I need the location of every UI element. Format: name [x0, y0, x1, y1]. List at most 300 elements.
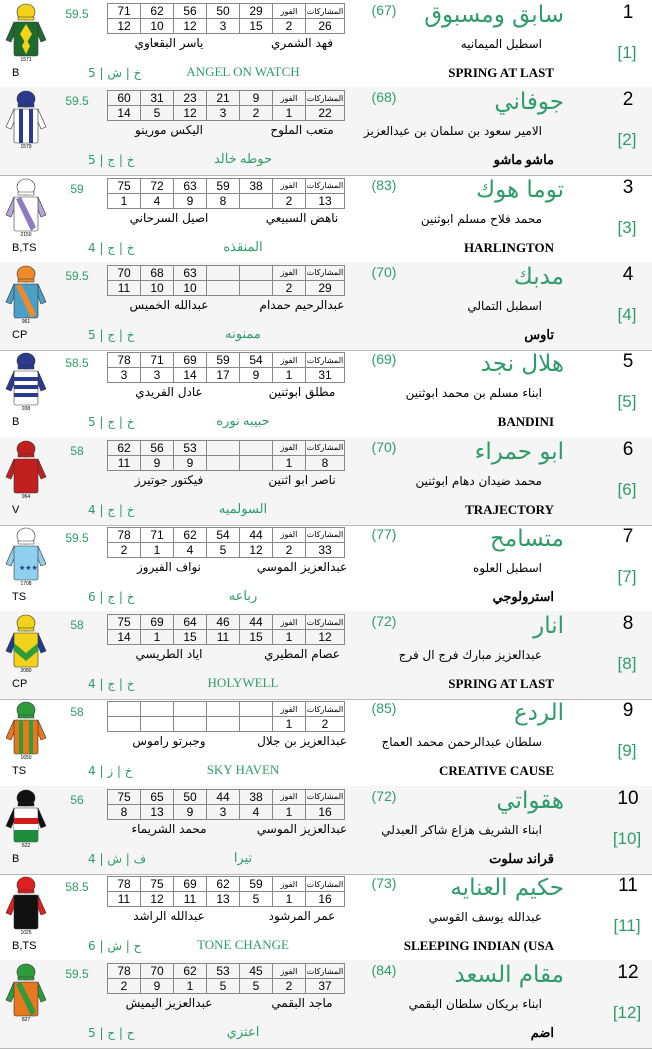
mark-cell: [207, 702, 240, 717]
position-cell: 11: [108, 280, 141, 295]
dam-name: ANGEL ON WATCH: [186, 64, 300, 79]
form-codes: خ | ج | 5: [88, 153, 135, 168]
position-cell: 2: [108, 542, 141, 557]
wins-header: الفوز: [273, 789, 306, 804]
draw-gate: [11]: [613, 916, 641, 935]
wins-value: 1: [273, 455, 306, 470]
position-cell: [207, 280, 240, 295]
wins-value: 2: [273, 193, 306, 208]
owner-name: ابناء بريكان سلطان البقمي: [408, 997, 542, 1012]
wins-value: 2: [273, 280, 306, 295]
position-cell: 4: [174, 542, 207, 557]
equipment: TS: [12, 590, 27, 603]
mark-cell: 68: [141, 265, 174, 280]
starts-value: 29: [306, 280, 345, 295]
jockey-name: محمد الشريماء: [131, 821, 207, 836]
rating: (85): [371, 700, 397, 717]
draw-gate: [2]: [617, 130, 637, 150]
trainer-name: عصام المطيري: [264, 647, 340, 662]
form-codes: خ | ز | 4: [88, 764, 133, 779]
mark-cell: 71: [141, 527, 174, 542]
dam-name: SKY HAVEN: [206, 762, 280, 778]
equipment: V: [12, 503, 20, 516]
runner-row: [0, 0, 652, 89]
jockey-name: عبدالله الراشد: [133, 909, 205, 923]
owner-name: اسطبل العلوه: [473, 560, 542, 575]
sire-name: HARLINGTON: [463, 239, 554, 255]
horse-name: انار: [533, 613, 564, 640]
rating: (69): [371, 351, 397, 368]
mark-cell: 29: [240, 4, 273, 19]
wins-value: 1: [273, 630, 306, 645]
wins-header: الفوز: [273, 265, 306, 280]
trainer-name: ماجد البقمي: [271, 996, 333, 1011]
runner-row: [0, 873, 652, 962]
owner-name: ابناء الشريف هزاع شاكر العبدلي: [381, 822, 542, 837]
stats-table: [107, 876, 345, 907]
wins-value: 1: [273, 804, 306, 819]
dam-name: HOLYWELL: [207, 675, 279, 691]
position-cell: 14: [108, 630, 141, 645]
draw-gate: [8]: [617, 654, 637, 674]
starts-value: 31: [306, 368, 345, 383]
dam-name: حوطه خالد: [213, 151, 273, 167]
draw-gate: [12]: [612, 1003, 642, 1023]
svg-text:827: 827: [21, 1017, 31, 1023]
mark-cell: 69: [141, 615, 174, 630]
mark-cell: [141, 702, 174, 717]
position-cell: 17: [207, 368, 240, 383]
position-cell: 12: [141, 892, 174, 907]
mark-cell: 44: [240, 527, 273, 542]
draw-gate: [6]: [617, 479, 637, 499]
silks-icon: [2, 264, 50, 324]
position-cell: 5: [240, 979, 273, 994]
weight: 59: [70, 181, 84, 196]
mark-cell: 71: [108, 4, 141, 19]
dam-name: المنقذه: [223, 238, 263, 254]
silks: [2, 264, 50, 324]
stats-table: [107, 3, 345, 34]
silks: [2, 2, 50, 62]
rating: (73): [371, 875, 397, 891]
trainer-name: عمر المرشود: [268, 909, 336, 923]
wins-value: 1: [273, 717, 306, 732]
sire-name: قراند سلوت: [489, 850, 554, 866]
starts-header: المشاركات: [306, 877, 345, 892]
weight: 59.5: [65, 967, 89, 982]
weight: 58: [70, 443, 84, 458]
wins-value: 1: [273, 368, 306, 383]
svg-text:1025: 1025: [20, 930, 32, 935]
position-cell: 1: [141, 542, 174, 557]
silks: [2, 613, 50, 673]
form-codes: خ | ج | 5: [88, 415, 135, 430]
silks: [2, 526, 50, 586]
position-cell: 9: [240, 368, 273, 383]
position-cell: 10: [141, 280, 174, 295]
position-cell: 11: [207, 630, 240, 645]
position-cell: 9: [174, 193, 207, 208]
horse-name: مقام السعد: [454, 962, 564, 989]
horse-name: الردع: [513, 700, 564, 727]
silks-icon: [2, 613, 50, 673]
mark-cell: [240, 440, 273, 455]
starts-header: المشاركات: [306, 91, 345, 106]
mark-cell: 59: [207, 178, 240, 193]
trainer-name: متعب الملوح: [270, 123, 334, 138]
equipment: CP: [12, 328, 28, 341]
rating: (72): [371, 787, 397, 804]
position-cell: 12: [174, 106, 207, 121]
wins-header: الفوز: [273, 964, 306, 979]
mark-cell: 62: [174, 527, 207, 542]
position-cell: 9: [141, 979, 174, 994]
mark-cell: 21: [207, 91, 240, 106]
runner-row: [0, 87, 652, 176]
mark-cell: 72: [141, 178, 174, 193]
mark-cell: 62: [108, 440, 141, 455]
position-cell: 12: [174, 19, 207, 34]
mark-cell: 38: [240, 789, 273, 804]
sire-name: SLEEPING INDIAN (USA: [403, 938, 554, 953]
rating: (70): [371, 438, 397, 455]
mark-cell: 54: [240, 353, 273, 368]
svg-text:1571: 1571: [20, 57, 32, 62]
weight: 59.5: [65, 94, 89, 109]
mark-cell: 71: [141, 353, 174, 368]
position-cell: [207, 717, 240, 732]
position-cell: 3: [108, 368, 141, 383]
runner-number: 2: [622, 89, 634, 111]
silks-icon: [2, 177, 50, 237]
mark-cell: 59: [207, 353, 240, 368]
position-cell: [174, 717, 207, 732]
silks-icon: [2, 788, 50, 848]
runner-number: 4: [622, 263, 634, 285]
weight: 58.5: [65, 880, 89, 894]
position-cell: 9: [174, 804, 207, 819]
runner-number: 6: [622, 438, 634, 460]
wins-value: 2: [273, 19, 306, 34]
mark-cell: 44: [207, 789, 240, 804]
stats-table: [107, 789, 345, 820]
stats-table: [107, 178, 345, 209]
horse-name: هلال نجد: [480, 351, 564, 378]
mark-cell: 59: [240, 877, 273, 892]
runner-number: 10: [617, 787, 639, 809]
owner-name: محمد فلاح مسلم ابوثنين: [420, 211, 542, 226]
form-codes: خ | ج | 4: [88, 502, 135, 517]
position-cell: 9: [174, 455, 207, 470]
runner-number: 3: [622, 176, 634, 198]
wins-header: الفوز: [273, 178, 306, 193]
runner-row: [0, 349, 652, 438]
sire-name: BANDINI: [497, 414, 554, 430]
rating: (67): [371, 2, 397, 18]
runner-row: [0, 262, 652, 351]
silks-icon: [2, 2, 50, 62]
trainer-name: عبدالعزيز بن جلال: [257, 734, 347, 749]
weight: 59.5: [65, 530, 89, 545]
mark-cell: 69: [174, 877, 207, 892]
mark-cell: 23: [174, 91, 207, 106]
silks-icon: [2, 439, 50, 499]
form-codes: ح | ح | 5: [88, 1026, 135, 1041]
position-cell: 11: [174, 892, 207, 907]
silks-icon: [2, 875, 50, 935]
equipment: B,TS: [12, 241, 37, 254]
horse-name: هقواتي: [496, 787, 564, 814]
position-cell: [141, 717, 174, 732]
stats-table: [107, 963, 345, 994]
starts-value: 8: [306, 455, 345, 470]
starts-value: 13: [306, 193, 345, 208]
weight: 59.5: [65, 268, 89, 283]
position-cell: 10: [141, 19, 174, 34]
starts-header: المشاركات: [306, 789, 345, 804]
jockey-name: اصيل السرحاني: [129, 210, 209, 225]
mark-cell: [240, 265, 273, 280]
position-cell: 11: [108, 455, 141, 470]
position-cell: 5: [141, 106, 174, 121]
silks: [2, 788, 50, 848]
mark-cell: 75: [108, 178, 141, 193]
mark-cell: [108, 702, 141, 717]
weight: 56: [70, 792, 84, 807]
trainer-name: فهد الشمري: [270, 36, 334, 50]
weight: 58: [70, 705, 84, 720]
runner-number: 1: [622, 2, 634, 23]
equipment: B: [12, 416, 20, 429]
equipment: CP: [12, 678, 28, 691]
owner-name: اسطبل التمالي: [467, 298, 542, 313]
position-cell: 5: [207, 979, 240, 994]
horse-name: ابو حمراء: [474, 438, 564, 465]
position-cell: 1: [141, 630, 174, 645]
owner-name: ابناء مسلم بن محمد ابوثنين: [405, 386, 542, 401]
starts-header: المشاركات: [306, 440, 345, 455]
position-cell: 5: [240, 892, 273, 907]
position-cell: 11: [108, 892, 141, 907]
silks-icon: [2, 351, 50, 411]
silks-icon: [2, 962, 50, 1022]
position-cell: 4: [240, 804, 273, 819]
weight: 59.5: [65, 7, 89, 21]
form-codes: خ | ج | 4: [88, 240, 135, 255]
jockey-name: وجبرتو راموس: [132, 734, 206, 749]
horse-name: جوفاني: [494, 89, 564, 116]
stats-table: [107, 265, 345, 296]
silks-icon: [2, 526, 50, 586]
runner-number: 5: [622, 351, 634, 373]
mark-cell: 63: [174, 178, 207, 193]
position-cell: 8: [207, 193, 240, 208]
position-cell: 13: [141, 804, 174, 819]
mark-cell: 38: [240, 178, 273, 193]
position-cell: 15: [240, 630, 273, 645]
draw-gate: [5]: [617, 392, 637, 412]
mark-cell: 78: [108, 527, 141, 542]
mark-cell: 63: [174, 265, 207, 280]
starts-header: المشاركات: [306, 4, 345, 19]
mark-cell: 56: [141, 440, 174, 455]
jockey-name: عادل الفريدي: [135, 385, 203, 400]
starts-header: المشاركات: [306, 527, 345, 542]
rating: (77): [371, 525, 397, 542]
stats-table: [107, 614, 345, 645]
runner-number: 12: [617, 962, 639, 984]
mark-cell: 44: [240, 615, 273, 630]
position-cell: 3: [207, 19, 240, 34]
form-codes: خ | ج | 5: [88, 327, 135, 342]
mark-cell: 53: [207, 964, 240, 979]
svg-text:★★★: ★★★: [19, 563, 38, 572]
position-cell: 10: [174, 280, 207, 295]
wins-header: الفوز: [273, 353, 306, 368]
starts-value: 22: [306, 106, 345, 121]
sire-name: اضم: [530, 1025, 554, 1041]
draw-gate: [9]: [617, 741, 637, 761]
wins-header: الفوز: [273, 702, 306, 717]
owner-name: عبدالله يوسف القوسي: [428, 910, 542, 924]
mark-cell: [240, 702, 273, 717]
position-cell: 5: [207, 542, 240, 557]
sire-name: ماشو ماشو: [493, 152, 554, 168]
starts-value: 2: [306, 717, 345, 732]
mark-cell: 50: [174, 789, 207, 804]
mark-cell: [207, 265, 240, 280]
starts-header: المشاركات: [306, 702, 345, 717]
silks-icon: [2, 89, 50, 149]
starts-value: 37: [306, 979, 345, 994]
runner-row: [0, 786, 652, 875]
rating: (83): [371, 176, 397, 193]
owner-name: الامير سعود بن سلمان بن عبدالعزيز: [363, 124, 542, 139]
equipment: B: [12, 852, 20, 865]
form-codes: ح | ش | 6: [88, 939, 142, 953]
sire-name: تاوس: [524, 326, 554, 342]
starts-value: 16: [306, 892, 345, 907]
rating: (84): [371, 962, 397, 979]
draw-gate: [10]: [612, 828, 642, 848]
dam-name: رباعه: [228, 587, 258, 603]
draw-gate: [1]: [617, 43, 637, 62]
stats-table: [107, 440, 345, 471]
wins-header: الفوز: [273, 4, 306, 19]
mark-cell: 75: [108, 789, 141, 804]
dam-name: ممنونه: [225, 325, 261, 341]
weight: 58: [70, 618, 84, 633]
runner-row: [0, 437, 652, 526]
mark-cell: 31: [141, 91, 174, 106]
mark-cell: 62: [141, 4, 174, 19]
silks: [2, 700, 50, 760]
mark-cell: 9: [240, 91, 273, 106]
svg-text:964: 964: [21, 493, 31, 499]
position-cell: 9: [141, 455, 174, 470]
horse-name: توما هوك: [476, 176, 564, 203]
mark-cell: 62: [174, 964, 207, 979]
position-cell: 15: [240, 19, 273, 34]
mark-cell: 65: [141, 789, 174, 804]
jockey-name: ياسر البقعاوي: [134, 36, 204, 50]
position-cell: [240, 455, 273, 470]
sire-name: SPRING AT LAST: [448, 65, 554, 80]
stats-table: [107, 527, 345, 558]
starts-header: المشاركات: [306, 615, 345, 630]
silks: [2, 177, 50, 237]
horse-name: حكيم العنايه: [450, 875, 564, 901]
equipment: TS: [12, 765, 27, 778]
position-cell: 3: [207, 106, 240, 121]
starts-value: 26: [306, 19, 345, 34]
runner-number: 7: [622, 525, 634, 547]
svg-text:2080: 2080: [20, 668, 32, 674]
silks: [2, 962, 50, 1022]
mark-cell: 64: [174, 615, 207, 630]
dam-name: اعتزي: [226, 1024, 260, 1040]
starts-value: 16: [306, 804, 345, 819]
sire-name: TRAJECTORY: [465, 501, 554, 517]
mark-cell: 60: [108, 91, 141, 106]
owner-name: محمد ضيدان دهام ابوثنين: [415, 473, 542, 488]
runner-row: [0, 175, 652, 264]
wins-value: 1: [273, 106, 306, 121]
form-codes: خ | ش | 5: [88, 66, 142, 80]
trainer-name: عبدالعزيز الموسي: [256, 559, 348, 574]
wins-header: الفوز: [273, 527, 306, 542]
rating: (72): [371, 613, 397, 630]
wins-header: الفوز: [273, 615, 306, 630]
starts-header: المشاركات: [306, 265, 345, 280]
draw-gate: [3]: [617, 217, 637, 237]
runner-number: 8: [622, 613, 634, 635]
wins-header: الفوز: [273, 877, 306, 892]
mark-cell: 75: [141, 877, 174, 892]
silks: [2, 89, 50, 149]
silks: [2, 351, 50, 411]
mark-cell: 75: [108, 615, 141, 630]
silks-icon: [2, 700, 50, 760]
stats-table: [107, 352, 345, 383]
position-cell: 15: [174, 630, 207, 645]
starts-header: المشاركات: [306, 353, 345, 368]
runner-row: [0, 960, 652, 1049]
equipment: B,TS: [12, 940, 37, 952]
trainer-name: ناصر ابو اثنين: [268, 472, 336, 487]
mark-cell: 56: [174, 4, 207, 19]
runner-row: [0, 611, 652, 700]
form-codes: ف | ش | 4: [88, 851, 147, 866]
wins-value: 1: [273, 892, 306, 907]
weight: 58.5: [65, 356, 89, 371]
position-cell: 14: [174, 368, 207, 383]
draw-gate: [4]: [617, 304, 637, 324]
owner-name: اسطبل الميمانيه: [460, 37, 542, 51]
runner-row: [0, 698, 652, 787]
trainer-name: مطلق ابوثنين: [268, 385, 336, 400]
position-cell: 2: [240, 106, 273, 121]
position-cell: 4: [141, 193, 174, 208]
mark-cell: 78: [108, 353, 141, 368]
mark-cell: 54: [207, 527, 240, 542]
svg-text:622: 622: [21, 842, 31, 848]
wins-value: 2: [273, 979, 306, 994]
horse-name: مدبك: [513, 263, 564, 290]
jockey-name: نواف الفيروز: [136, 559, 202, 574]
mark-cell: 53: [174, 440, 207, 455]
